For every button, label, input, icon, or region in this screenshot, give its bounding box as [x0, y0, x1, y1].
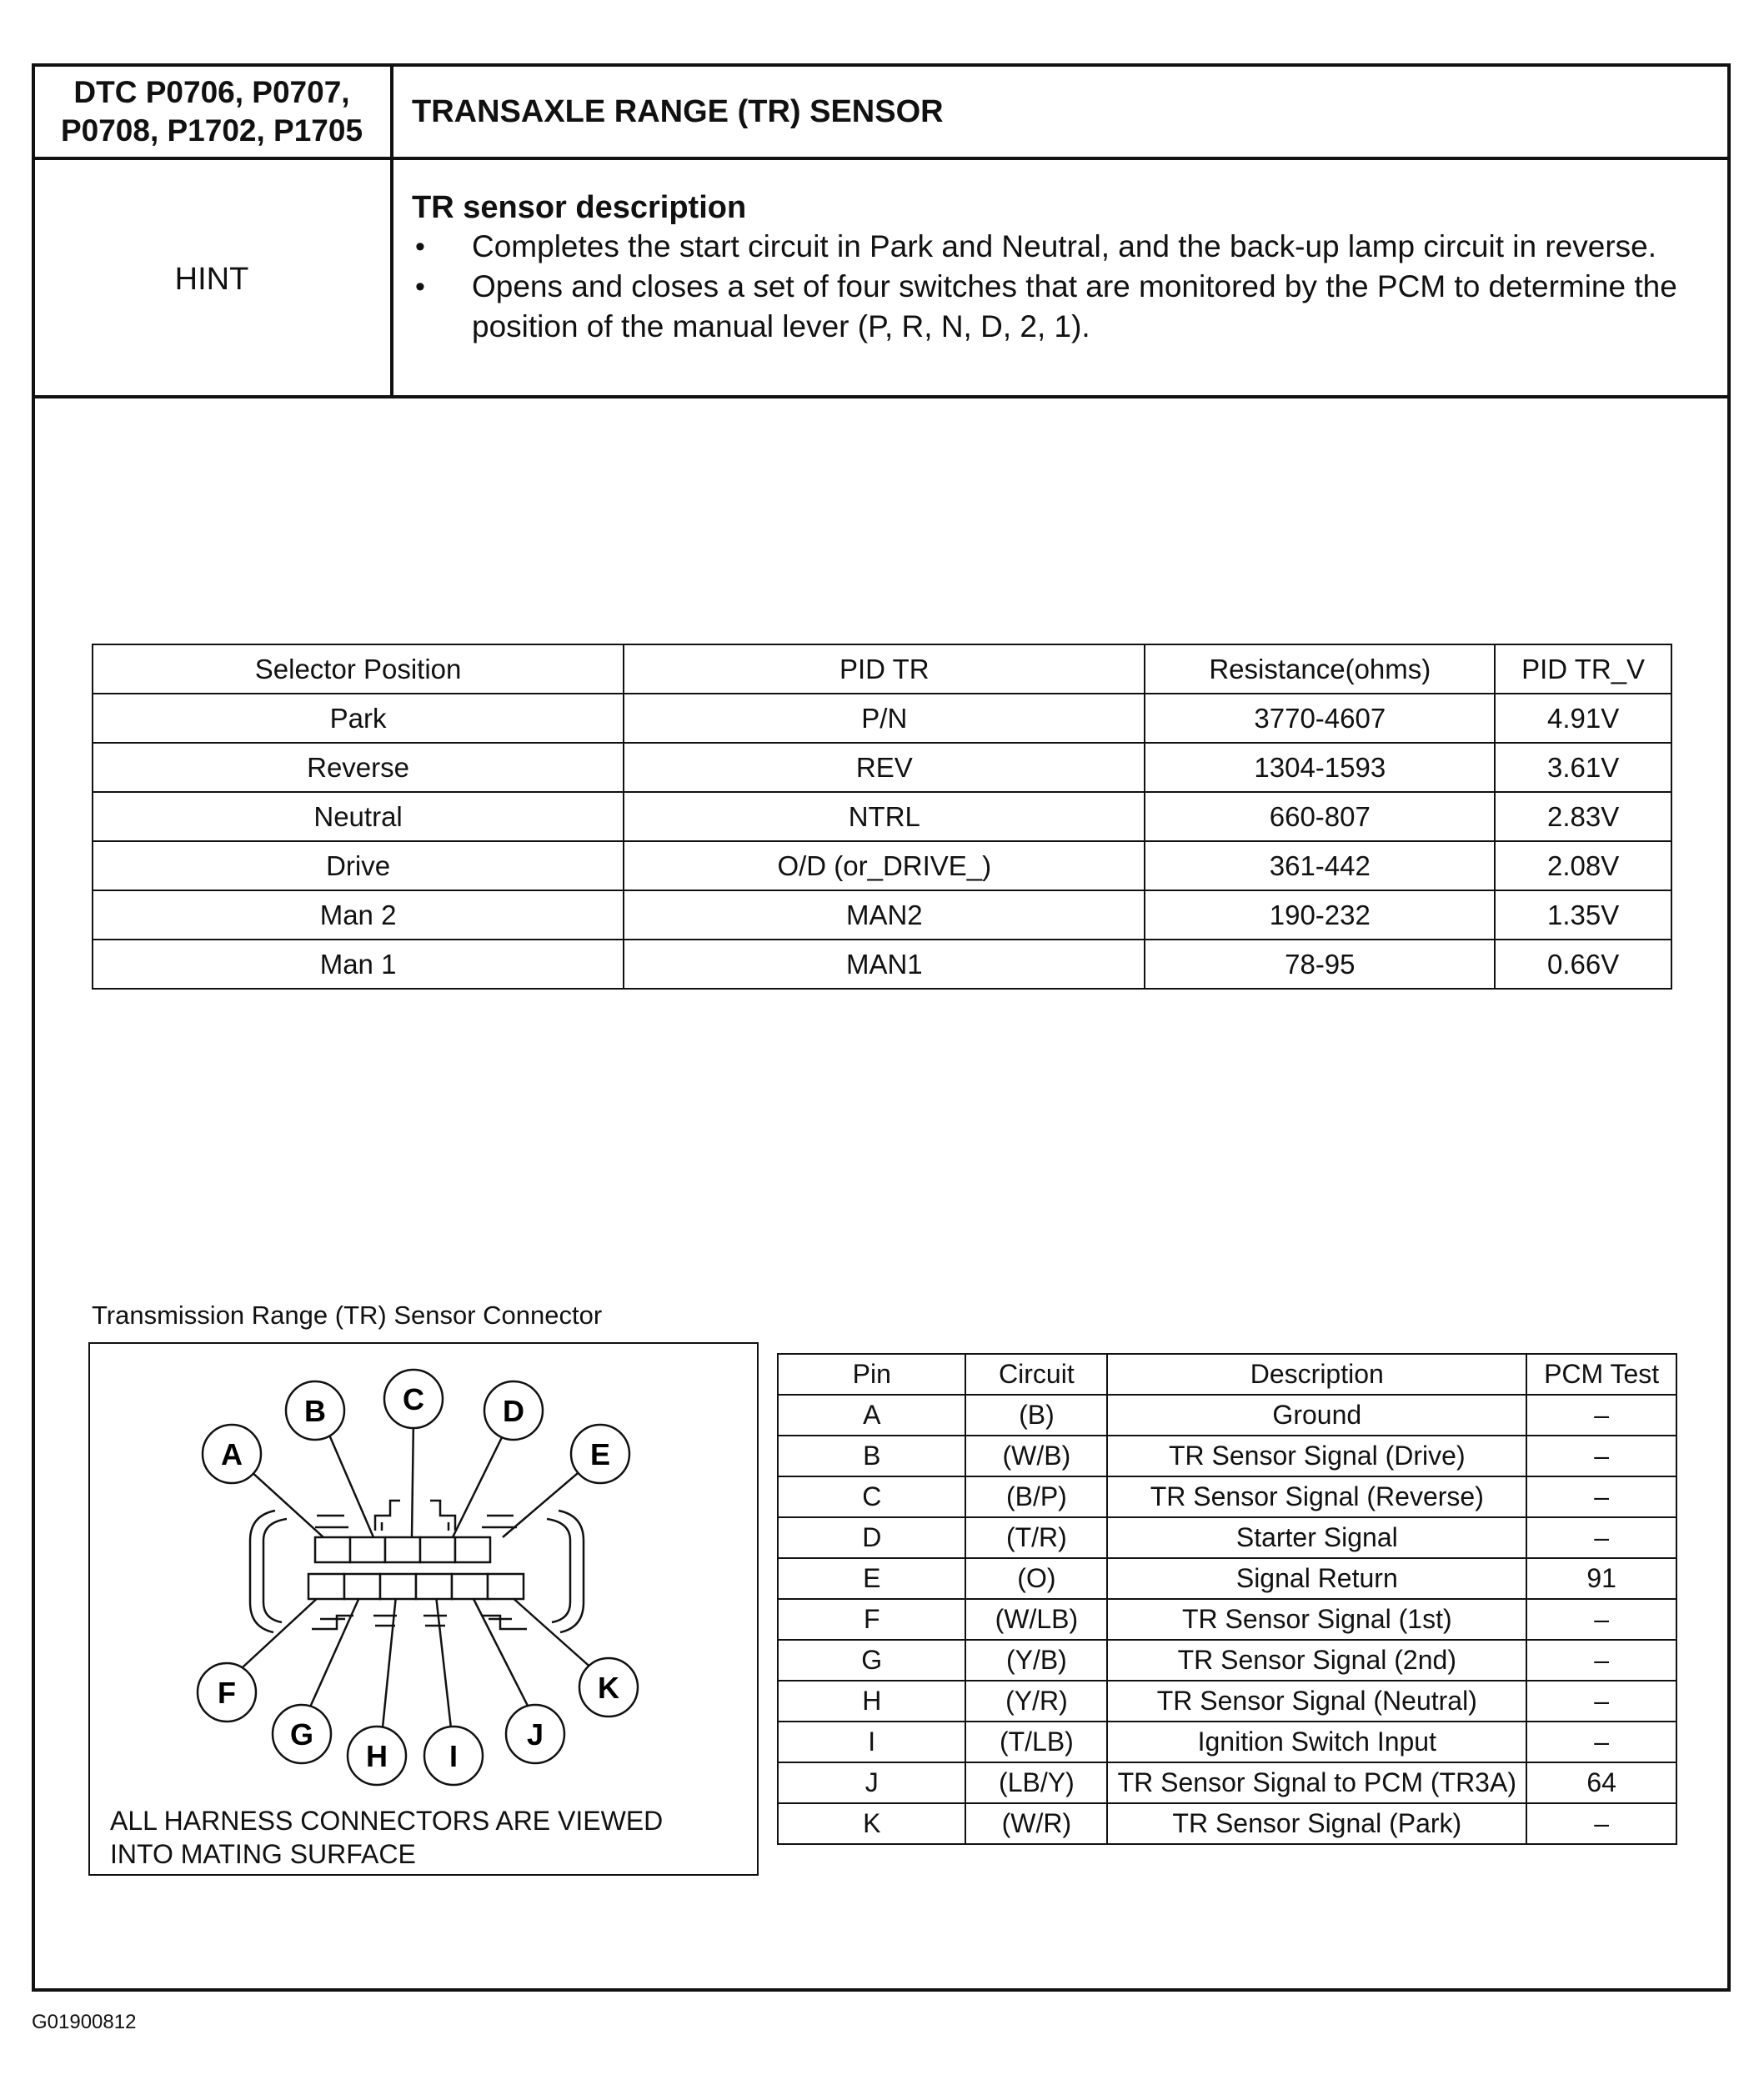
- pin-label-h: [348, 1727, 406, 1785]
- figure-id: G01900812: [32, 2011, 137, 2033]
- pin-label-b: [286, 1381, 344, 1440]
- connector-note-line: ALL HARNESS CONNECTORS ARE VIEWED: [110, 1806, 664, 1836]
- table-cell: C: [778, 1476, 965, 1517]
- table-cell: Neutral: [93, 792, 624, 841]
- table-cell: –: [1526, 1599, 1676, 1640]
- connector-note-line: INTO MATING SURFACE: [110, 1839, 416, 1869]
- table-cell: H: [778, 1681, 965, 1722]
- table-cell: Signal Return: [1107, 1558, 1526, 1599]
- selector-position-table: [92, 644, 1672, 990]
- bullet-icon: •: [415, 231, 425, 263]
- table-cell: (W/B): [965, 1436, 1107, 1476]
- table-cell: TR Sensor Signal (Neutral): [1107, 1681, 1526, 1722]
- pin-label-k: [579, 1658, 638, 1717]
- table-cell: O/D (or_DRIVE_): [624, 841, 1145, 890]
- table-cell: TR Sensor Signal to PCM (TR3A): [1107, 1762, 1526, 1803]
- pin-label-text: H: [366, 1739, 388, 1773]
- table-cell: –: [1526, 1395, 1676, 1436]
- table-row: [778, 1395, 1676, 1436]
- table-header-row: [778, 1354, 1676, 1395]
- table-cell: 3770-4607: [1145, 694, 1495, 743]
- table-cell: Ignition Switch Input: [1107, 1722, 1526, 1762]
- table-cell: –: [1526, 1476, 1676, 1517]
- table-cell: D: [778, 1517, 965, 1558]
- hint-bullet: [412, 227, 1721, 267]
- table-cell: REV: [624, 743, 1145, 792]
- table-cell: 64: [1526, 1762, 1676, 1803]
- page-title: TRANSAXLE RANGE (TR) SENSOR: [412, 93, 944, 129]
- table-row: [778, 1517, 1676, 1558]
- table-row: [778, 1640, 1676, 1681]
- table-cell: (Y/R): [965, 1681, 1107, 1722]
- column-header: Circuit: [965, 1354, 1107, 1395]
- hint-bullet-text: Completes the start circuit in Park and Neutral, and the back-up lamp circuit in reverse.: [472, 229, 1657, 263]
- table-row: [778, 1722, 1676, 1762]
- table-cell: Ground: [1107, 1395, 1526, 1436]
- column-header: PCM Test: [1526, 1354, 1676, 1395]
- table-cell: I: [778, 1722, 965, 1762]
- column-header: PID TR_V: [1495, 644, 1671, 694]
- table-cell: 4.91V: [1495, 694, 1671, 743]
- dtc-line-2: P0708, P1702, P1705: [60, 113, 363, 148]
- table-cell: 78-95: [1145, 940, 1495, 989]
- table-cell: 1.35V: [1495, 890, 1671, 940]
- table-cell: 190-232: [1145, 890, 1495, 940]
- pin-label-a: [203, 1425, 261, 1483]
- table-row: [93, 792, 1671, 841]
- bullet-icon: •: [415, 271, 425, 303]
- pin-label-d: [484, 1381, 543, 1440]
- table-cell: –: [1526, 1803, 1676, 1844]
- table-row: [778, 1476, 1676, 1517]
- table-row: [778, 1803, 1676, 1844]
- table-cell: 0.66V: [1495, 940, 1671, 989]
- pin-label-f: [198, 1663, 256, 1722]
- table-cell: E: [778, 1558, 965, 1599]
- table-cell: Reverse: [93, 743, 624, 792]
- hint-bullet-text: Opens and closes a set of four switches that are monitored by the PCM to determine the position of the manual lever (P, R, N, D, 2, 1).: [472, 269, 1677, 343]
- connector-drawing: [90, 1344, 757, 1874]
- table-cell: TR Sensor Signal (Reverse): [1107, 1476, 1526, 1517]
- pin-label-text: C: [403, 1382, 424, 1416]
- table-cell: 1304-1593: [1145, 743, 1495, 792]
- table-cell: 361-442: [1145, 841, 1495, 890]
- pin-label-text: G: [289, 1717, 314, 1752]
- pin-label-text: J: [526, 1717, 544, 1752]
- table-cell: F: [778, 1599, 965, 1640]
- pin-label-c: [384, 1370, 443, 1428]
- table-cell: –: [1526, 1681, 1676, 1722]
- pin-label-text: I: [449, 1739, 459, 1773]
- connector-note: [110, 1804, 663, 1871]
- column-header: Pin: [778, 1354, 965, 1395]
- hint-label: HINT: [174, 261, 249, 297]
- table-header-row: [93, 644, 1671, 694]
- hint-body: [412, 188, 1721, 347]
- table-cell: (B/P): [965, 1476, 1107, 1517]
- table-cell: TR Sensor Signal (2nd): [1107, 1640, 1526, 1681]
- column-header: Description: [1107, 1354, 1526, 1395]
- table-cell: Starter Signal: [1107, 1517, 1526, 1558]
- table-cell: 2.08V: [1495, 841, 1671, 890]
- table-row: [778, 1436, 1676, 1476]
- table-row: [778, 1558, 1676, 1599]
- table-cell: 3.61V: [1495, 743, 1671, 792]
- table-row: [93, 890, 1671, 940]
- table-cell: 2.83V: [1495, 792, 1671, 841]
- pin-label-text: B: [304, 1394, 326, 1428]
- table-cell: (O): [965, 1558, 1107, 1599]
- column-header: Resistance(ohms): [1145, 644, 1495, 694]
- column-header: Selector Position: [93, 644, 624, 694]
- table-cell: TR Sensor Signal (1st): [1107, 1599, 1526, 1640]
- table-row: [778, 1681, 1676, 1722]
- dtc-line-1: DTC P0706, P0707,: [73, 75, 350, 109]
- table-cell: –: [1526, 1640, 1676, 1681]
- pin-circuit-table: [777, 1353, 1677, 1845]
- table-cell: NTRL: [624, 792, 1145, 841]
- table-cell: (W/LB): [965, 1599, 1107, 1640]
- table-cell: (T/LB): [965, 1722, 1107, 1762]
- pin-label-text: E: [589, 1437, 611, 1471]
- table-cell: G: [778, 1640, 965, 1681]
- pin-label-e: [571, 1425, 629, 1483]
- pin-label-text: D: [503, 1394, 524, 1428]
- table-cell: Man 2: [93, 890, 624, 940]
- table-cell: B: [778, 1436, 965, 1476]
- table-cell: P/N: [624, 694, 1145, 743]
- table-cell: TR Sensor Signal (Park): [1107, 1803, 1526, 1844]
- table-cell: J: [778, 1762, 965, 1803]
- table-cell: (W/R): [965, 1803, 1107, 1844]
- table-cell: TR Sensor Signal (Drive): [1107, 1436, 1526, 1476]
- table-cell: (B): [965, 1395, 1107, 1436]
- pin-label-text: F: [218, 1676, 236, 1710]
- table-row: [93, 743, 1671, 792]
- pin-label-text: K: [598, 1671, 619, 1705]
- table-cell: MAN1: [624, 940, 1145, 989]
- pin-label-i: [424, 1727, 483, 1785]
- connector-diagram: [88, 1342, 759, 1876]
- hint-bullet: [412, 267, 1721, 347]
- table-cell: (Y/B): [965, 1640, 1107, 1681]
- connector-caption: Transmission Range (TR) Sensor Connector: [92, 1301, 603, 1330]
- table-row: [778, 1762, 1676, 1803]
- table-cell: K: [778, 1803, 965, 1844]
- table-cell: –: [1526, 1517, 1676, 1558]
- pin-label-text: A: [221, 1437, 243, 1471]
- table-row: [93, 694, 1671, 743]
- pin-label-g: [273, 1705, 331, 1763]
- table-cell: (T/R): [965, 1517, 1107, 1558]
- table-row: [93, 841, 1671, 890]
- table-row: [778, 1599, 1676, 1640]
- table-cell: A: [778, 1395, 965, 1436]
- table-cell: –: [1526, 1722, 1676, 1762]
- table-cell: Drive: [93, 841, 624, 890]
- table-row: [93, 940, 1671, 989]
- dtc-codes: [32, 63, 392, 160]
- table-cell: 91: [1526, 1558, 1676, 1599]
- hint-bullet-list: [412, 227, 1721, 347]
- table-cell: 660-807: [1145, 792, 1495, 841]
- pin-label-j: [506, 1705, 564, 1763]
- column-header: PID TR: [624, 644, 1145, 694]
- table-cell: –: [1526, 1436, 1676, 1476]
- hint-heading: TR sensor description: [412, 190, 747, 225]
- table-cell: MAN2: [624, 890, 1145, 940]
- table-cell: (LB/Y): [965, 1762, 1107, 1803]
- table-cell: Park: [93, 694, 624, 743]
- table-cell: Man 1: [93, 940, 624, 989]
